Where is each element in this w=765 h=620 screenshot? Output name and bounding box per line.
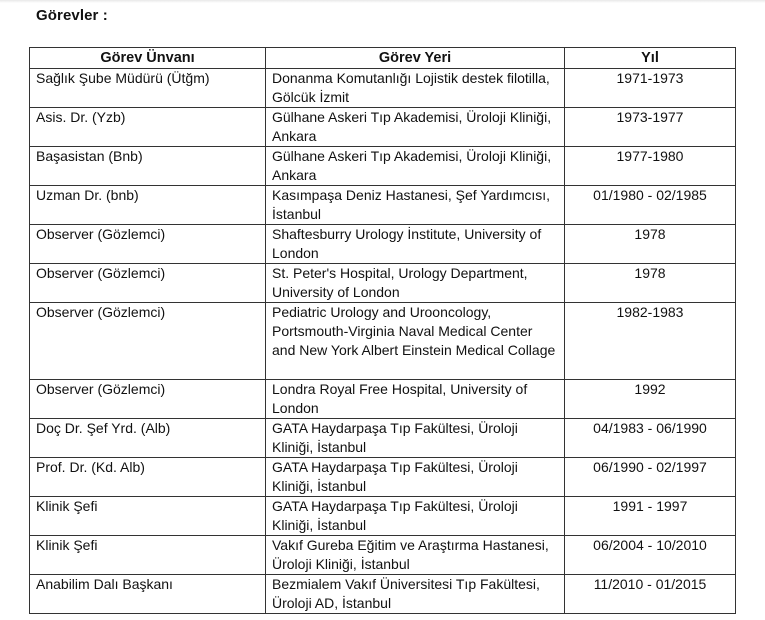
table-row bbox=[30, 380, 736, 419]
cell-year: 1971-1973 bbox=[565, 69, 736, 108]
header-title: Görev Ünvanı bbox=[30, 48, 266, 69]
cell-place: Londra Royal Free Hospital, University of London bbox=[266, 380, 565, 419]
table-row bbox=[30, 419, 736, 458]
positions-table bbox=[29, 47, 736, 614]
table-row bbox=[30, 264, 736, 303]
cell-place: Vakıf Gureba Eğitim ve Araştırma Hastanesi, Üroloji Kliniği, İstanbul bbox=[266, 536, 565, 575]
cell-title: Doç Dr. Şef Yrd. (Alb) bbox=[30, 419, 266, 458]
cell-year: 01/1980 - 02/1985 bbox=[565, 186, 736, 225]
header-year: Yıl bbox=[565, 48, 736, 69]
top-divider bbox=[0, 0, 765, 3]
cell-year: 1992 bbox=[565, 380, 736, 419]
cell-place: Pediatric Urology and Urooncology, Portsmouth-Virginia Naval Medical Center and New York Albert Einstein Medical Collage bbox=[266, 303, 565, 380]
cell-year: 06/2004 - 10/2010 bbox=[565, 536, 736, 575]
cell-title: Anabilim Dalı Başkanı bbox=[30, 575, 266, 614]
cell-year: 1973-1977 bbox=[565, 108, 736, 147]
cell-title: Observer (Gözlemci) bbox=[30, 303, 266, 380]
cell-title: Sağlık Şube Müdürü (Ütğm) bbox=[30, 69, 266, 108]
cell-title: Uzman Dr. (bnb) bbox=[30, 186, 266, 225]
table-row bbox=[30, 458, 736, 497]
cell-year: 1977-1980 bbox=[565, 147, 736, 186]
cell-place: GATA Haydarpaşa Tıp Fakültesi, Üroloji Kliniği, İstanbul bbox=[266, 419, 565, 458]
cell-title: Başasistan (Bnb) bbox=[30, 147, 266, 186]
table-row bbox=[30, 497, 736, 536]
cell-place: Shaftesburry Urology İnstitute, University of London bbox=[266, 225, 565, 264]
cell-place: GATA Haydarpaşa Tıp Fakültesi, Üroloji Kliniği, İstanbul bbox=[266, 458, 565, 497]
section-heading: Görevler : bbox=[36, 7, 108, 24]
table-row bbox=[30, 225, 736, 264]
cell-year: 06/1990 - 02/1997 bbox=[565, 458, 736, 497]
cell-place: Donanma Komutanlığı Lojistik destek filotilla, Gölcük İzmit bbox=[266, 69, 565, 108]
cell-place: St. Peter's Hospital, Urology Department, University of London bbox=[266, 264, 565, 303]
cell-title: Observer (Gözlemci) bbox=[30, 380, 266, 419]
cell-year: 11/2010 - 01/2015 bbox=[565, 575, 736, 614]
table-row bbox=[30, 69, 736, 108]
table-row bbox=[30, 303, 736, 380]
table-row bbox=[30, 147, 736, 186]
table-row bbox=[30, 108, 736, 147]
cell-title: Observer (Gözlemci) bbox=[30, 264, 266, 303]
cell-place: GATA Haydarpaşa Tıp Fakültesi, Üroloji Kliniği, İstanbul bbox=[266, 497, 565, 536]
table-row bbox=[30, 536, 736, 575]
table-row bbox=[30, 575, 736, 614]
table-row bbox=[30, 186, 736, 225]
cell-year: 1991 - 1997 bbox=[565, 497, 736, 536]
cell-year: 1978 bbox=[565, 264, 736, 303]
cell-title: Klinik Şefi bbox=[30, 497, 266, 536]
cell-place: Gülhane Askeri Tıp Akademisi, Üroloji Kliniği, Ankara bbox=[266, 147, 565, 186]
cell-title: Klinik Şefi bbox=[30, 536, 266, 575]
table-header-row bbox=[30, 48, 736, 69]
cell-place: Bezmialem Vakıf Üniversitesi Tıp Fakültesi, Üroloji AD, İstanbul bbox=[266, 575, 565, 614]
cell-year: 04/1983 - 06/1990 bbox=[565, 419, 736, 458]
cell-title: Asis. Dr. (Yzb) bbox=[30, 108, 266, 147]
cell-year: 1982-1983 bbox=[565, 303, 736, 380]
cell-title: Observer (Gözlemci) bbox=[30, 225, 266, 264]
cell-place: Kasımpaşa Deniz Hastanesi, Şef Yardımcısı, İstanbul bbox=[266, 186, 565, 225]
cell-year: 1978 bbox=[565, 225, 736, 264]
cell-place: Gülhane Askeri Tıp Akademisi, Üroloji Kliniği, Ankara bbox=[266, 108, 565, 147]
cell-title: Prof. Dr. (Kd. Alb) bbox=[30, 458, 266, 497]
header-place: Görev Yeri bbox=[266, 48, 565, 69]
